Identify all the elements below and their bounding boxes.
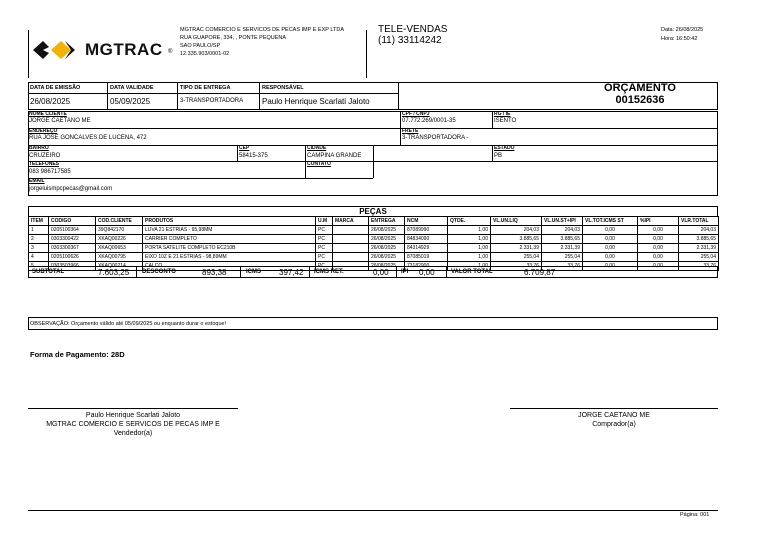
company-logo (33, 38, 173, 62)
header-row-divider (28, 93, 398, 94)
table-cell: XKAQ00795 (96, 253, 143, 262)
totals-divider (136, 266, 137, 278)
table-cell: 3 (29, 244, 49, 253)
column-header: U.M (316, 217, 333, 226)
table-cell: 204,03 (679, 226, 719, 235)
print-meta (661, 27, 703, 42)
table-cell: PC (316, 253, 333, 262)
seller-role: Vendedor(a) (113, 430, 153, 437)
cep-value: 58415-375 (239, 153, 268, 159)
column-header: VL.UN.LIQ (491, 217, 542, 226)
client-col-divider (237, 145, 238, 161)
cidade-value: CAMPINA GRANDE (307, 153, 362, 159)
table-cell: 26/08/2025 (369, 235, 405, 244)
orcamento-number: 00152636 (615, 94, 665, 106)
bairro-label: BAIRRO (29, 145, 49, 151)
table-cell: 33,76 (491, 262, 542, 271)
header-left-border (28, 30, 29, 78)
table-cell: 1 (29, 226, 49, 235)
table-cell: 4 (29, 253, 49, 262)
header-col-divider (398, 82, 399, 110)
icmsret-value: 0,00 (373, 268, 389, 277)
items-table (28, 216, 719, 271)
table-cell: 0,00 (638, 235, 679, 244)
table-cell: 26/08/2025 (369, 262, 405, 271)
orcamento-label: ORÇAMENTO (604, 82, 676, 94)
column-header: NCM (405, 217, 448, 226)
table-cell: 0303503966 (49, 262, 96, 271)
bairro-value: CRUZEIRO (29, 153, 61, 159)
table-cell: 0,00 (583, 244, 638, 253)
table-cell (333, 226, 369, 235)
emissao-value: 26/08/2025 (30, 97, 71, 106)
company-name: MGTRAC COMERCIO E SERVICOS DE PECAS IMP E EXP LTDA (180, 27, 345, 33)
estado-value: PB (494, 153, 503, 159)
table-cell: PC (316, 262, 333, 271)
table-cell: 0,00 (638, 226, 679, 235)
table-cell: 26/08/2025 (369, 244, 405, 253)
observation-text: OBSERVAÇÃO: Orçamento válido até 05/09/2025 ou enquanto durar o estoque! (30, 321, 227, 327)
table-row (29, 253, 719, 262)
email-value: jorgeluismpcpecas@gmail.com (29, 186, 113, 192)
table-cell: 0303300422 (49, 235, 96, 244)
logo-diamond-icon (33, 39, 81, 61)
table-cell: 26/08/2025 (369, 226, 405, 235)
validade-label: DATA VALIDADE (110, 85, 154, 91)
endereco-value: RUA JOSE GONCALVES DE LUCENA, 472 (29, 135, 147, 141)
table-cell: 0205100364 (49, 226, 96, 235)
table-row (29, 235, 719, 244)
table-cell (333, 235, 369, 244)
table-cell: 26/08/2025 (369, 253, 405, 262)
buyer-signature (510, 412, 718, 429)
resp-value: Paulo Henrique Scarlati Jaloto (262, 97, 370, 106)
table-cell: 0,00 (638, 262, 679, 271)
table-row (29, 226, 719, 235)
table-cell: 5 (29, 262, 49, 271)
table-cell: 1,00 (448, 235, 491, 244)
items-section-title: PEÇAS (359, 207, 387, 216)
table-cell: 0,00 (638, 244, 679, 253)
cidade-label: CIDADE (307, 145, 327, 151)
validade-value: 05/09/2025 (110, 97, 151, 106)
table-cell: PC (316, 226, 333, 235)
column-header: ITEM (29, 217, 49, 226)
telefones-label: TELEFONES (29, 161, 60, 167)
company-address: RUA GUAPORE, 334, , PONTE PEQUENA (180, 35, 287, 41)
client-row-divider (28, 128, 718, 129)
logo-registered: ® (168, 49, 173, 55)
column-header: MARCA (333, 217, 369, 226)
table-cell (333, 244, 369, 253)
cep-label: CEP (239, 145, 250, 151)
column-header: CODIGO (49, 217, 96, 226)
table-cell: PC (316, 244, 333, 253)
payment-terms: Forma de Pagamento: 28D (30, 350, 125, 359)
table-cell: EIXO 10Z E 21 ESTRIAS - 98,89MM (143, 253, 316, 262)
seller-signature-line (28, 408, 238, 409)
table-cell: 0,00 (583, 235, 638, 244)
header-divider (366, 30, 367, 78)
table-cell: 73182900 (405, 262, 448, 271)
totals-divider (446, 266, 447, 278)
table-cell: PORTA SATELITE COMPLETO EC210B (143, 244, 316, 253)
table-cell: 84834090 (405, 235, 448, 244)
icmsret-label: ICMS RET. (314, 269, 344, 275)
contato-label: CONTATO (307, 161, 331, 167)
client-col-divider (400, 111, 401, 145)
table-row (29, 244, 719, 253)
email-label: EMAIL (29, 178, 45, 184)
page-number: Página: 001 (680, 512, 710, 518)
table-cell: 2.331,39 (542, 244, 583, 253)
table-cell: 255,04 (542, 253, 583, 262)
table-cell: 0303300367 (49, 244, 96, 253)
company-city: SAO PAULO/SP (180, 43, 221, 49)
cpf-value: 07.772.269/0001-35 (402, 118, 456, 124)
telefones-value: 083 986717585 (29, 169, 71, 175)
logo-text: MGTRAC (85, 40, 163, 59)
table-cell: 87085019 (405, 253, 448, 262)
seller-name: Paulo Henrique Scarlati Jaloto (85, 412, 181, 419)
table-cell: XKAQ00226 (96, 235, 143, 244)
column-header: QTDE. (448, 217, 491, 226)
table-cell: 0205100626 (49, 253, 96, 262)
subtotal-label: SUBTOTAL (32, 269, 65, 275)
tipo-value: 3-TRANSPORTADORA (180, 98, 244, 104)
table-cell: 3.885,65 (679, 235, 719, 244)
table-cell: 87089990 (405, 226, 448, 235)
column-header: VL.UN.ST+IPI (542, 217, 583, 226)
estado-label: ESTADO (494, 145, 515, 151)
frete-label: FRETE (402, 128, 419, 134)
orcamento-block (560, 82, 720, 106)
televendas-label: TELE-VENDAS (378, 24, 448, 35)
table-cell: 1,00 (448, 244, 491, 253)
frete-value: 3-TRANSPORTADORA - (402, 135, 469, 141)
table-cell: 0,00 (638, 253, 679, 262)
table-cell: 0,00 (583, 253, 638, 262)
table-cell: 0,00 (583, 262, 638, 271)
televendas (378, 24, 447, 46)
table-cell: 3.885,65 (491, 235, 542, 244)
client-col-divider (373, 145, 374, 178)
client-row-divider (28, 178, 373, 179)
footer-line (28, 510, 718, 511)
ipi-label: IPI (401, 269, 409, 275)
header-col-divider (107, 82, 108, 110)
print-date: Data: 26/08/2025 (661, 27, 704, 33)
column-header: COD.CLIENTE (96, 217, 143, 226)
table-cell: 33,76 (542, 262, 583, 271)
table-cell: CARRIER COMPLETO (143, 235, 316, 244)
nome-label: NOME CLIENTE (29, 111, 67, 117)
emissao-label: DATA DE EMISSÃO (30, 85, 81, 91)
column-header: ENTREGA (369, 217, 405, 226)
company-info (180, 27, 344, 57)
desconto-value: 893,38 (202, 268, 227, 277)
print-time: Hora: 16:50:42 (661, 36, 698, 42)
table-cell: 1,00 (448, 253, 491, 262)
column-header: PRODUTOS (143, 217, 316, 226)
valor-total-value: 6.709,87 (524, 268, 556, 277)
table-cell (333, 253, 369, 262)
client-col-divider (305, 145, 306, 178)
items-header-row (29, 217, 719, 226)
table-cell: LUVA 21 ESTRIAS - 65,98MM (143, 226, 316, 235)
company-cnpj: 12.335.903/0001-02 (180, 51, 230, 57)
table-cell: 2.331,39 (679, 244, 719, 253)
table-cell: 204,03 (491, 226, 542, 235)
totals-divider (396, 266, 397, 278)
table-cell: 255,04 (679, 253, 719, 262)
table-cell: 3.885,65 (542, 235, 583, 244)
ipi-value: 0,00 (419, 268, 435, 277)
table-cell: CALCO (143, 262, 316, 271)
table-cell: 84314929 (405, 244, 448, 253)
buyer-role: Comprador(a) (592, 421, 636, 428)
totals-divider (309, 266, 310, 278)
valor-total-label: VALOR TOTAL (451, 269, 493, 275)
icms-value: 397,42 (279, 268, 304, 277)
table-cell: 33,76 (679, 262, 719, 271)
buyer-name: JORGE CAETANO ME (578, 412, 650, 419)
client-col-divider (492, 111, 493, 128)
cpf-label: CPF / CNPJ (402, 111, 430, 117)
column-header: %IPI (638, 217, 679, 226)
table-cell: 39Q842170 (96, 226, 143, 235)
televendas-phone: (11) 33114242 (378, 35, 442, 46)
table-cell: 2.331,39 (491, 244, 542, 253)
header-col-divider (177, 82, 178, 110)
table-cell: 1,00 (448, 226, 491, 235)
totals-divider (240, 266, 241, 278)
rg-label: RG / IE (494, 111, 511, 117)
table-cell: 1,00 (448, 262, 491, 271)
desconto-label: DESCONTO (142, 269, 176, 275)
table-cell: 255,04 (491, 253, 542, 262)
resp-label: RESPONSÁVEL (262, 85, 304, 91)
tipo-label: TIPO DE ENTREGA (180, 85, 231, 91)
client-col-divider (492, 145, 493, 161)
table-cell: 0,00 (583, 226, 638, 235)
endereco-label: ENDEREÇO (29, 128, 58, 134)
buyer-signature-line (510, 408, 718, 409)
seller-company: MGTRAC COMERCIO E SERVICOS DE PECAS IMP E (46, 421, 220, 428)
table-cell: 204,03 (542, 226, 583, 235)
rg-value: ISENTO (494, 118, 517, 124)
table-cell: XKAQ00653 (96, 244, 143, 253)
table-cell: PC (316, 235, 333, 244)
column-header: VL.TOT.ICMS ST (583, 217, 638, 226)
header-col-divider (259, 82, 260, 110)
icms-label: ICMS (246, 269, 261, 275)
table-cell: 2 (29, 235, 49, 244)
nome-value: JORGE CAETANO ME (29, 118, 91, 124)
column-header: VLR.TOTAL (679, 217, 719, 226)
seller-signature (28, 412, 238, 438)
table-cell: XKAQ00214 (96, 262, 143, 271)
subtotal-value: 7.603,25 (98, 268, 130, 277)
